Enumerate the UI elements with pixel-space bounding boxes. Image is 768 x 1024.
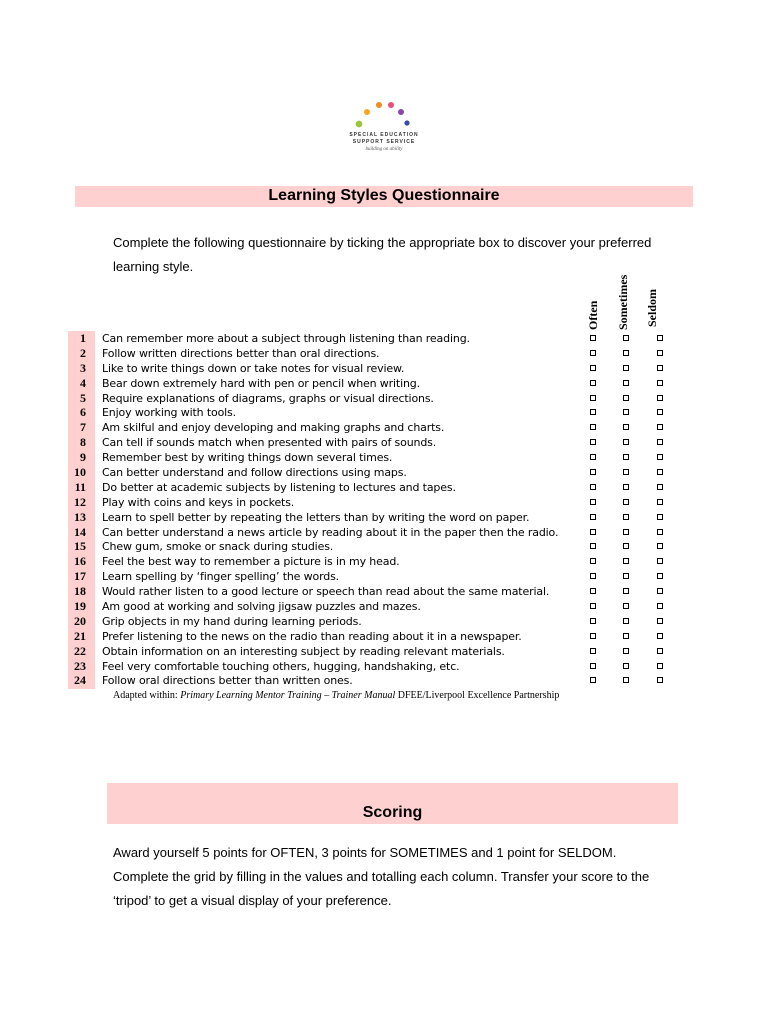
checkbox-seldom[interactable]: [657, 648, 663, 654]
checkbox-sometimes[interactable]: [623, 618, 629, 624]
checkbox-sometimes[interactable]: [623, 633, 629, 639]
checkbox-often[interactable]: [590, 499, 596, 505]
column-header-sometimes: Sometimes: [616, 274, 630, 330]
logo-line-1: SPECIAL EDUCATION: [349, 132, 419, 138]
checkbox-often[interactable]: [590, 529, 596, 535]
questionnaire-item: [0, 629, 768, 644]
checkbox-seldom[interactable]: [657, 499, 663, 505]
checkbox-often[interactable]: [590, 380, 596, 386]
item-text: Learn to spell better by repeating the letters than by writing the word on paper.: [102, 510, 530, 524]
checkbox-sometimes[interactable]: [623, 365, 629, 371]
item-text: Can better understand a news article by reading about it in the paper then the radio.: [102, 525, 559, 539]
checkbox-often[interactable]: [590, 543, 596, 549]
checkbox-seldom[interactable]: [657, 469, 663, 475]
checkbox-often[interactable]: [590, 454, 596, 460]
checkbox-seldom[interactable]: [657, 439, 663, 445]
checkbox-sometimes[interactable]: [623, 648, 629, 654]
checkbox-seldom[interactable]: [657, 573, 663, 579]
questionnaire-item: [0, 539, 768, 554]
title-bar: [75, 186, 693, 207]
checkbox-seldom[interactable]: [657, 380, 663, 386]
checkbox-often[interactable]: [590, 663, 596, 669]
scoring-text: Award yourself 5 points for OFTEN, 3 points for SOMETIMES and 1 point for SELDOM. Complete the grid by filling in the values and totalling each column. Transfer your score to the ‘tripod’ to get a visual display of your preference.: [113, 845, 650, 908]
checkbox-often[interactable]: [590, 603, 596, 609]
checkbox-sometimes[interactable]: [623, 409, 629, 415]
checkbox-seldom[interactable]: [657, 395, 663, 401]
item-number: 6: [80, 405, 86, 420]
questionnaire-item: [0, 673, 768, 688]
checkbox-sometimes[interactable]: [623, 484, 629, 490]
checkbox-often[interactable]: [590, 648, 596, 654]
questionnaire-item: [0, 644, 768, 659]
checkbox-seldom[interactable]: [657, 514, 663, 520]
checkbox-often[interactable]: [590, 395, 596, 401]
item-text: Chew gum, smoke or snack during studies.: [102, 540, 334, 554]
checkbox-often[interactable]: [590, 424, 596, 430]
item-text: Feel the best way to remember a picture is in my head.: [102, 555, 400, 569]
item-number: 20: [74, 613, 86, 628]
questionnaire-item: [0, 420, 768, 435]
item-number: 23: [74, 658, 86, 673]
checkbox-seldom[interactable]: [657, 588, 663, 594]
checkbox-seldom[interactable]: [657, 603, 663, 609]
checkbox-often[interactable]: [590, 618, 596, 624]
checkbox-seldom[interactable]: [657, 618, 663, 624]
logo-dots: [340, 92, 428, 132]
credit-prefix: Adapted within:: [113, 690, 181, 701]
checkbox-often[interactable]: [590, 484, 596, 490]
checkbox-sometimes[interactable]: [623, 677, 629, 683]
item-text: Learn spelling by ‘finger spelling’ the words.: [102, 570, 340, 584]
checkbox-sometimes[interactable]: [623, 529, 629, 535]
checkbox-seldom[interactable]: [657, 350, 663, 356]
checkbox-often[interactable]: [590, 469, 596, 475]
item-number: 16: [74, 554, 86, 569]
item-number: 2: [80, 345, 86, 360]
item-text: Prefer listening to the news on the radio than reading about it in a newspaper.: [102, 629, 522, 643]
checkbox-seldom[interactable]: [657, 558, 663, 564]
checkbox-seldom[interactable]: [657, 633, 663, 639]
checkbox-often[interactable]: [590, 439, 596, 445]
logo-tagline: building on ability: [365, 147, 403, 152]
column-header-often: Often: [586, 300, 600, 330]
checkbox-often[interactable]: [590, 588, 596, 594]
page-title: Learning Styles Questionnaire: [268, 187, 500, 204]
item-text: Can better understand and follow directions using maps.: [102, 466, 407, 480]
item-number: 22: [74, 643, 86, 658]
item-number: 15: [74, 539, 86, 554]
item-text: Can remember more about a subject through listening than reading.: [102, 332, 470, 345]
checkbox-seldom[interactable]: [657, 409, 663, 415]
checkbox-seldom[interactable]: [657, 543, 663, 549]
questionnaire-item: [0, 435, 768, 450]
checkbox-often[interactable]: [590, 409, 596, 415]
item-text: Am skilful and enjoy developing and making graphs and charts.: [102, 421, 445, 435]
checkbox-sometimes[interactable]: [623, 380, 629, 386]
checkbox-sometimes[interactable]: [623, 573, 629, 579]
item-number: 10: [74, 465, 86, 480]
questionnaire-item: [0, 361, 768, 376]
checkbox-often[interactable]: [590, 335, 596, 341]
questionnaire-item: [0, 346, 768, 361]
questionnaire-item: [0, 376, 768, 391]
checkbox-sometimes[interactable]: [623, 439, 629, 445]
questionnaire-item: [0, 465, 768, 480]
questionnaire-item: [0, 331, 768, 346]
logo: [340, 92, 428, 166]
item-text: Require explanations of diagrams, graphs or visual directions.: [102, 391, 434, 405]
credit-source: Primary Learning Mentor Training – Trainer Manual: [180, 690, 396, 701]
item-number: 11: [74, 479, 86, 494]
checkbox-sometimes[interactable]: [623, 558, 629, 564]
checkbox-seldom[interactable]: [657, 424, 663, 430]
checkbox-sometimes[interactable]: [623, 454, 629, 460]
checkbox-sometimes[interactable]: [623, 469, 629, 475]
item-text: Feel very comfortable touching others, hugging, handshaking, etc.: [102, 659, 460, 673]
item-number: 24: [74, 673, 86, 688]
item-number: 8: [80, 435, 86, 450]
item-number: 5: [80, 390, 86, 405]
checkbox-sometimes[interactable]: [623, 335, 629, 341]
item-number: 9: [80, 450, 86, 465]
scoring-bar: [107, 783, 678, 824]
questionnaire-item: [0, 659, 768, 674]
checkbox-seldom[interactable]: [657, 335, 663, 341]
checkbox-sometimes[interactable]: [623, 543, 629, 549]
item-text: Do better at academic subjects by listening to lectures and tapes.: [102, 480, 456, 494]
item-number: 12: [74, 494, 86, 509]
checkbox-often[interactable]: [590, 633, 596, 639]
questionnaire-item: [0, 510, 768, 525]
logo-line-2: SUPPORT SERVICE: [352, 139, 416, 145]
checkbox-sometimes[interactable]: [623, 395, 629, 401]
item-number: 17: [74, 569, 86, 584]
checkbox-seldom[interactable]: [657, 484, 663, 490]
checkbox-seldom[interactable]: [657, 529, 663, 535]
checkbox-sometimes[interactable]: [623, 588, 629, 594]
item-number: 14: [74, 524, 86, 539]
checkbox-often[interactable]: [590, 677, 596, 683]
item-text: Follow written directions better than oral directions.: [102, 346, 380, 360]
item-text: Am good at working and solving jigsaw puzzles and mazes.: [102, 600, 421, 614]
item-number: 21: [74, 628, 86, 643]
questionnaire-item: [0, 525, 768, 540]
column-header-seldom: Seldom: [645, 288, 659, 327]
item-text: Would rather listen to a good lecture or speech than read about the same material.: [102, 585, 550, 599]
item-number: 1: [80, 331, 86, 345]
item-number: 4: [80, 375, 86, 390]
item-text: Can tell if sounds match when presented with pairs of sounds.: [102, 436, 437, 450]
checkbox-sometimes[interactable]: [623, 350, 629, 356]
questionnaire-item: [0, 495, 768, 510]
checkbox-often[interactable]: [590, 514, 596, 520]
checkbox-sometimes[interactable]: [623, 603, 629, 609]
item-number: 18: [74, 584, 86, 599]
item-text: Play with coins and keys in pockets.: [102, 495, 295, 509]
questionnaire-item: [0, 405, 768, 420]
item-text: Enjoy working with tools.: [102, 406, 236, 420]
questionnaire-item: [0, 391, 768, 406]
item-text: Bear down extremely hard with pen or pencil when writing.: [102, 376, 420, 390]
checkbox-seldom[interactable]: [657, 454, 663, 460]
scoring-heading: Scoring: [362, 804, 423, 821]
checkbox-seldom[interactable]: [657, 663, 663, 669]
item-number: 7: [80, 420, 86, 435]
item-text: Remember best by writing things down several times.: [102, 451, 393, 465]
questionnaire-item: [0, 599, 768, 614]
questionnaire-item: [0, 584, 768, 599]
checkbox-seldom[interactable]: [657, 677, 663, 683]
checkbox-often[interactable]: [590, 573, 596, 579]
questionnaire-item: [0, 554, 768, 569]
item-text: Grip objects in my hand during learning periods.: [102, 614, 362, 628]
questionnaire-item: [0, 450, 768, 465]
questionnaire-item: [0, 614, 768, 629]
questionnaire-item: [0, 480, 768, 495]
checkbox-sometimes[interactable]: [623, 514, 629, 520]
checkbox-sometimes[interactable]: [623, 499, 629, 505]
item-number: 13: [74, 509, 86, 524]
checkbox-often[interactable]: [590, 558, 596, 564]
item-text: Follow oral directions better than written ones.: [102, 674, 353, 688]
item-number: 19: [74, 599, 86, 614]
item-text: Obtain information on an interesting subject by reading relevant materials.: [102, 644, 505, 658]
checkbox-seldom[interactable]: [657, 365, 663, 371]
checkbox-sometimes[interactable]: [623, 424, 629, 430]
item-number: 3: [80, 360, 86, 375]
questionnaire-item: [0, 569, 768, 584]
checkbox-often[interactable]: [590, 365, 596, 371]
credit-suffix: DFEE/Liverpool Excellence Partnership: [395, 690, 560, 701]
checkbox-sometimes[interactable]: [623, 663, 629, 669]
item-text: Like to write things down or take notes for visual review.: [102, 361, 405, 375]
questionnaire-list: [0, 331, 768, 688]
checkbox-often[interactable]: [590, 350, 596, 356]
credit-line: [113, 690, 559, 701]
intro-text: Complete the following questionnaire by ticking the appropriate box to discover your preferred learning style.: [113, 235, 652, 274]
